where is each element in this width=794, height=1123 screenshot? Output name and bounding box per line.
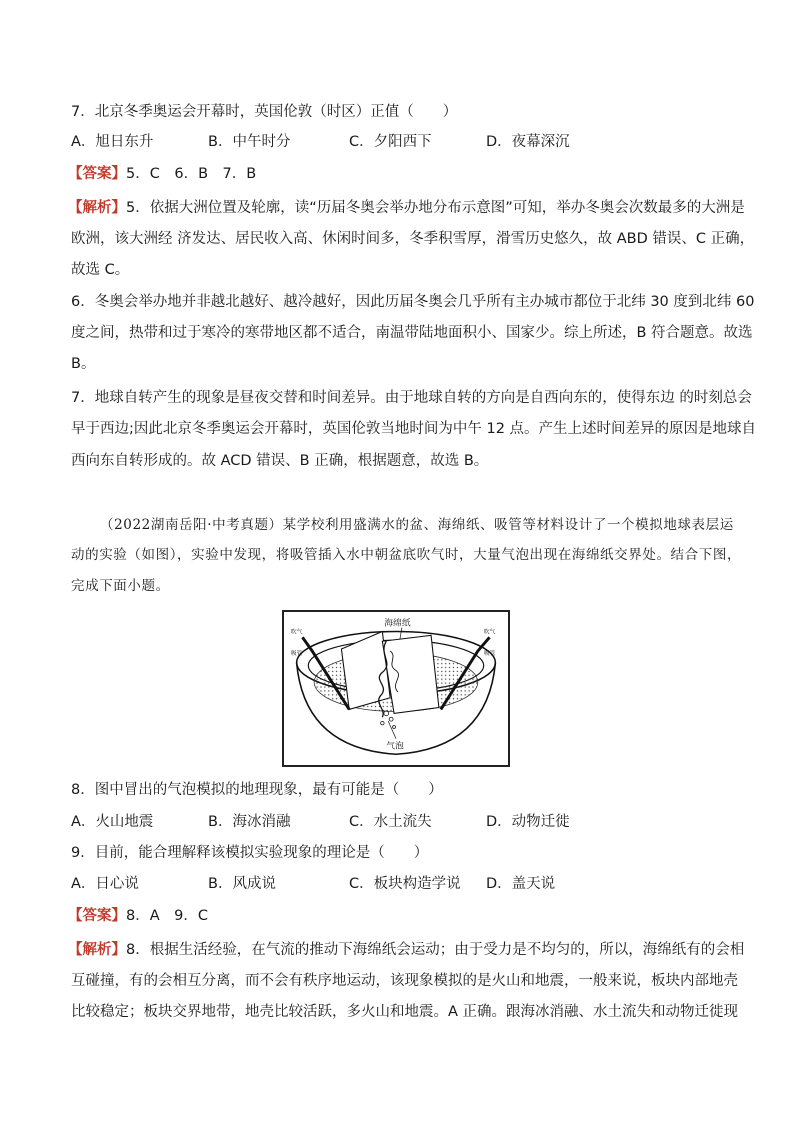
- intro-line: （2022湖南岳阳·中考真题）某学校利用盛满水的盆、海绵纸、吸管等材料设计了一个模拟地球表层运: [100, 517, 734, 533]
- analysis-text: 5．依据大洲位置及轮廓，读“历届冬奥会举办地分布示意图”可知，举办冬奥会次数最多的大洲是: [126, 200, 745, 216]
- option-a: A．日心说: [71, 876, 139, 892]
- answer-tag: 【答案】: [68, 166, 126, 182]
- question-9-options: [71, 874, 731, 894]
- analysis-line: 早于西边;因此北京冬季奥运会开幕时，英国伦敦当地时间为中午 12 点。产生上述时间差异的原因是地球自: [71, 421, 757, 437]
- answer-tag: 【答案】: [68, 908, 126, 924]
- analysis-line: [68, 198, 745, 218]
- option-c: C．夕阳西下: [349, 134, 432, 150]
- question-9-stem: 9．目前，能合理解释该模拟实验现象的理论是（ ）: [71, 845, 429, 861]
- label-straw-left: 吸管: [290, 650, 303, 657]
- analysis-line: B。: [71, 356, 96, 372]
- option-c: C．板块构造学说: [349, 876, 461, 892]
- answer-block-2: [68, 906, 208, 926]
- analysis-line: 6．冬奥会举办地并非越北越好、越冷越好，因此历届冬奥会几乎所有主办城市都位于北纬 30 度到北纬 60: [71, 294, 755, 310]
- label-bubbles: 气泡: [386, 741, 404, 752]
- experiment-figure: [282, 610, 510, 767]
- analysis-line: 故选 C。: [71, 262, 130, 278]
- option-d: D．夜幕深沉: [486, 134, 570, 150]
- option-a: A．火山地震: [71, 814, 154, 830]
- intro-line: 动的实验（如图），实验中发现，将吸管插入水中朝盆底吹气时，大量气泡出现在海绵纸交界处。结合下图，: [71, 547, 742, 563]
- analysis-line: 比较稳定；板块交界地带，地壳比较活跃，多火山和地震。A 正确。跟海冰消融、水土流失和动物迁徙现: [71, 1004, 739, 1020]
- analysis-line: 互碰撞，有的会相互分离，而不会有秩序地运动，该现象模拟的是火山和地震，一般来说，板块内部地壳: [71, 973, 738, 989]
- option-b: B．海冰消融: [208, 814, 291, 830]
- question-7-options: [71, 132, 731, 152]
- option-b: B．风成说: [208, 876, 276, 892]
- analysis-text: 8．根据生活经验，在气流的推动下海绵纸会运动；由于受力是不均匀的，所以，海绵纸有的会相: [126, 942, 745, 958]
- option-d: D．盖天说: [486, 876, 556, 892]
- label-sponge: 海绵纸: [384, 618, 411, 629]
- option-c: C．水土流失: [349, 814, 432, 830]
- label-blow-right: 吹气: [483, 629, 496, 636]
- label-straw-right: 吸管: [483, 650, 496, 657]
- answer-text: 5．C 6．B 7．B: [126, 166, 257, 182]
- basin-illustration: [284, 612, 508, 765]
- analysis-tag: 【解析】: [68, 200, 126, 216]
- analysis-line: 7．地球自转产生的现象是昼夜交替和时间差异。由于地球自转的方向是自西向东的，使得东边 的时刻总会: [71, 390, 752, 406]
- analysis-tag: 【解析】: [68, 942, 126, 958]
- option-b: B．中午时分: [208, 134, 291, 150]
- analysis-line: 欧洲，该大洲经 济发达、居民收入高、休闲时间多，冬季积雪厚，滑雪历史悠久，故 ABD 错误、C 正确，: [71, 231, 755, 247]
- question-7-stem: 7．北京冬季奥运会开幕时，英国伦敦（时区）正值（ ）: [71, 104, 458, 120]
- analysis-line: 西向东自转形成的。故 ACD 错误、B 正确，根据题意，故选 B。: [71, 453, 489, 469]
- analysis-line: [68, 940, 744, 960]
- label-blow-left: 吹气: [290, 629, 303, 636]
- question-8-options: [71, 812, 731, 832]
- option-d: D．动物迁徙: [486, 814, 570, 830]
- question-8-stem: 8．图中冒出的气泡模拟的地理现象，最有可能是（ ）: [71, 782, 443, 798]
- answer-text: 8．A 9．C: [126, 908, 208, 924]
- option-a: A．旭日东升: [71, 134, 154, 150]
- answer-block-1: [68, 164, 256, 184]
- analysis-line: 度之间，热带和过于寒冷的寒带地区都不适合，南温带陆地面积小、国家少。综上所述，B 符合题意。故选: [71, 325, 753, 341]
- intro-line: 完成下面小题。: [71, 578, 170, 594]
